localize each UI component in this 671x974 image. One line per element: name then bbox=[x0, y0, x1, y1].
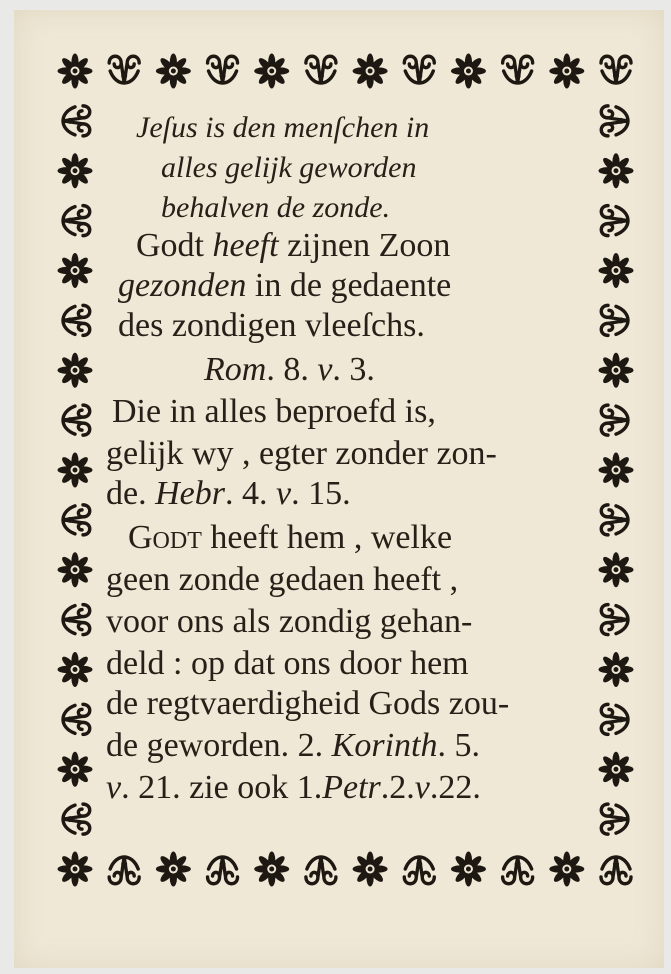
scroll-motif bbox=[601, 56, 631, 83]
text-line bbox=[161, 188, 390, 228]
scroll-motif bbox=[601, 305, 628, 335]
flower-motif bbox=[599, 153, 634, 188]
flower-motif bbox=[156, 54, 191, 89]
text-line bbox=[161, 148, 417, 188]
text-segment: v bbox=[317, 351, 333, 388]
text-segment: Korinth bbox=[331, 727, 438, 764]
scroll-motif bbox=[63, 206, 90, 236]
text-segment: de regtvaerdigheid Gods zou- bbox=[106, 685, 510, 722]
text-line bbox=[106, 474, 351, 514]
text-segment: Petr bbox=[322, 769, 381, 806]
text-segment: voor ons als zondig gehan- bbox=[106, 603, 473, 640]
text-line bbox=[106, 726, 480, 766]
text-segment: v bbox=[414, 769, 430, 806]
flower-motif bbox=[549, 54, 584, 89]
text-segment: Rom bbox=[204, 351, 267, 388]
text-segment: deld : op dat ons door hem bbox=[106, 645, 469, 682]
flower-motif bbox=[58, 752, 93, 787]
text-segment: alles gelijk geworden bbox=[161, 151, 417, 184]
text-segment: . 3. bbox=[332, 351, 375, 388]
flower-motif bbox=[549, 852, 584, 887]
text-segment: Jeſus is den menſchen in bbox=[136, 111, 430, 144]
flower-motif bbox=[58, 153, 93, 188]
flower-motif bbox=[254, 852, 289, 887]
text-segment: .2. bbox=[380, 769, 415, 806]
text-segment: heeft bbox=[212, 227, 279, 264]
scroll-motif bbox=[63, 505, 90, 535]
scroll-motif bbox=[601, 106, 628, 136]
flower-motif bbox=[451, 852, 486, 887]
flower-motif bbox=[58, 353, 93, 388]
text-segment: zijnen Zoon bbox=[278, 227, 451, 264]
flower-motif bbox=[58, 253, 93, 288]
scroll-motif bbox=[601, 605, 628, 635]
text-segment: Die in alles beproefd is, bbox=[112, 393, 436, 430]
text-segment: Godt bbox=[128, 519, 202, 556]
scroll-motif bbox=[404, 56, 434, 83]
scroll-motif bbox=[208, 56, 238, 83]
flower-motif bbox=[353, 852, 388, 887]
flower-motif bbox=[599, 453, 634, 488]
scroll-motif bbox=[306, 56, 336, 83]
scroll-motif bbox=[503, 56, 533, 83]
scroll-motif bbox=[601, 405, 628, 435]
flower-motif bbox=[599, 752, 634, 787]
text-segment: de. bbox=[106, 475, 156, 512]
scroll-motif bbox=[503, 857, 533, 884]
text-segment: . 15. bbox=[291, 475, 351, 512]
scroll-motif bbox=[601, 505, 628, 535]
scroll-motif bbox=[63, 405, 90, 435]
scroll-motif bbox=[208, 857, 238, 884]
scroll-motif bbox=[601, 206, 628, 236]
scroll-motif bbox=[63, 704, 90, 734]
text-segment: Godt bbox=[136, 227, 213, 264]
text-segment: de geworden. 2. bbox=[106, 727, 332, 764]
text-line bbox=[106, 644, 469, 684]
text-segment: . 4. bbox=[224, 475, 276, 512]
flower-motif bbox=[254, 54, 289, 89]
text-segment: v bbox=[106, 769, 122, 806]
flower-motif bbox=[451, 54, 486, 89]
flower-motif bbox=[58, 54, 93, 89]
text-segment: heeft hem , welke bbox=[201, 519, 453, 556]
scroll-motif bbox=[63, 106, 90, 136]
scroll-motif bbox=[63, 305, 90, 335]
text-segment: gelijk wy , egter zonder zon- bbox=[106, 435, 497, 472]
text-line bbox=[136, 226, 450, 266]
text-line bbox=[128, 518, 452, 558]
flower-motif bbox=[58, 552, 93, 587]
flower-motif bbox=[58, 652, 93, 687]
text-segment: in de gedaente bbox=[246, 267, 452, 304]
text-line bbox=[106, 560, 458, 600]
flower-motif bbox=[599, 652, 634, 687]
flower-motif bbox=[599, 253, 634, 288]
text-segment: geen zonde gedaen heeft , bbox=[106, 561, 459, 598]
scroll-motif bbox=[601, 857, 631, 884]
text-line bbox=[106, 434, 497, 474]
text-line bbox=[118, 306, 425, 346]
text-line bbox=[118, 266, 451, 306]
text-line bbox=[204, 350, 375, 390]
scroll-motif bbox=[601, 804, 628, 834]
flower-motif bbox=[156, 852, 191, 887]
devotional-card bbox=[14, 10, 664, 968]
scroll-motif bbox=[306, 857, 336, 884]
flower-motif bbox=[353, 54, 388, 89]
scroll-motif bbox=[404, 857, 434, 884]
scroll-motif bbox=[63, 804, 90, 834]
text-line bbox=[136, 108, 429, 148]
text-segment: . 5. bbox=[437, 727, 480, 764]
text-segment: .22. bbox=[429, 769, 481, 806]
text-segment: behalven de zonde. bbox=[161, 191, 391, 224]
flower-motif bbox=[58, 852, 93, 887]
text-line bbox=[106, 684, 509, 724]
scroll-motif bbox=[601, 704, 628, 734]
scroll-motif bbox=[109, 56, 139, 83]
text-segment: des zondigen vleeſchs. bbox=[118, 307, 425, 344]
text-line bbox=[106, 768, 481, 808]
text-segment: Hebr bbox=[155, 475, 225, 512]
scroll-motif bbox=[109, 857, 139, 884]
flower-motif bbox=[599, 353, 634, 388]
text-line bbox=[106, 602, 472, 642]
text-segment: gezonden bbox=[118, 267, 247, 304]
text-line bbox=[112, 392, 436, 432]
text-segment: . 21. zie ook 1. bbox=[121, 769, 323, 806]
scroll-motif bbox=[63, 605, 90, 635]
text-segment: . 8. bbox=[266, 351, 318, 388]
text-segment: v bbox=[275, 475, 292, 512]
flower-motif bbox=[599, 552, 634, 587]
flower-motif bbox=[58, 453, 93, 488]
